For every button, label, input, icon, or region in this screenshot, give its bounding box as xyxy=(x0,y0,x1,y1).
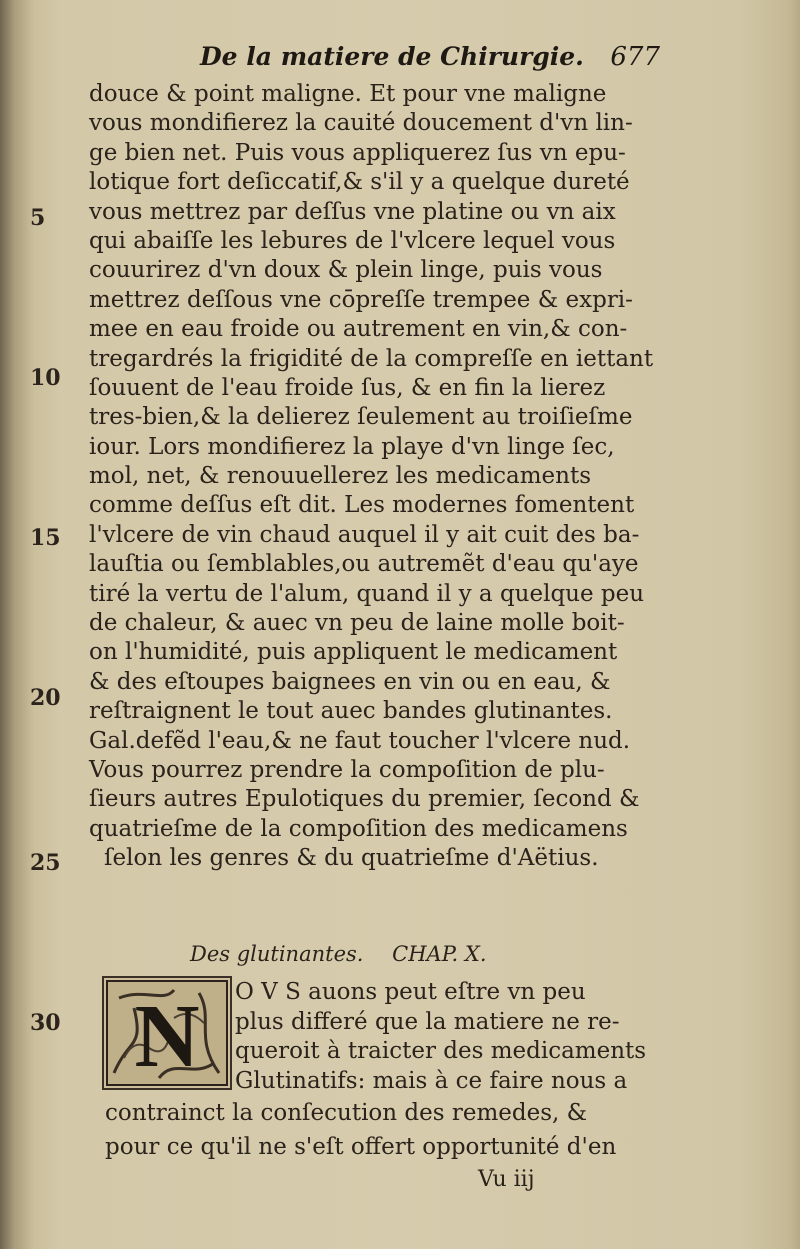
text-line: vous mondifierez la cauité doucement d'vn lin- xyxy=(89,110,633,137)
signature-mark: Vu iij xyxy=(478,1167,535,1192)
text-line: ſelon les genres & du quatrieſme d'Aëtius. xyxy=(104,845,599,872)
text-line: tregardrés la frigidité de la compreſſe en iettant xyxy=(89,345,654,372)
text-line: vous mettrez par deſſus vne platine ou vn aix xyxy=(89,198,616,225)
margin-line-number: 30 xyxy=(30,1010,61,1036)
text-line: Gal.defẽd l'eau,& ne faut toucher l'vlcere nud. xyxy=(89,727,631,754)
chapter-title: Des glutinantes. xyxy=(190,942,364,966)
text-line: mol, net, & renouuellerez les medicaments xyxy=(89,463,592,490)
chapter-label: CHAP. X. xyxy=(392,942,487,966)
text-line: pour ce qu'il ne s'eſt offert opportunité d'en xyxy=(105,1134,617,1160)
text-line: lotique fort deſiccatif,& s'il y a quelque dureté xyxy=(89,169,630,196)
text-line: ſieurs autres Epulotiques du premier, ſecond & xyxy=(89,786,640,813)
text-line: tiré la vertu de l'alum, quand il y a quelque peu xyxy=(89,580,645,607)
text-line: l'vlcere de vin chaud auquel il y ait cuit des ba- xyxy=(89,521,640,548)
running-title: De la matiere de Chirurgie. xyxy=(200,42,584,71)
text-line: Vous pourrez prendre la compoſition de plu- xyxy=(89,756,605,783)
drop-cap-letter: N xyxy=(134,987,200,1086)
text-line: queroit à traicter des medicaments xyxy=(235,1038,647,1064)
text-line: ge bien net. Puis vous appliquerez ſus vn epu- xyxy=(89,139,626,166)
text-line: O V S auons peut eſtre vn peu xyxy=(235,979,586,1005)
text-line: lauſtia ou ſemblables,ou autremẽt d'eau qu'aye xyxy=(89,551,639,578)
text-line: iour. Lors mondifierez la playe d'vn linge ſec, xyxy=(89,433,615,460)
margin-line-number: 5 xyxy=(30,205,46,231)
text-line: contrainct la conſecution des remedes, & xyxy=(105,1100,588,1126)
text-line: ſouuent de l'eau froide ſus, & en fin la lierez xyxy=(89,374,606,401)
chapter-heading xyxy=(190,942,509,966)
text-line: de chaleur, & auec vn peu de laine molle boit- xyxy=(89,610,625,637)
text-line: mee en eau froide ou autrement en vin,& con- xyxy=(89,316,628,343)
margin-line-number: 20 xyxy=(30,685,61,711)
text-line: reſtraignent le tout auec bandes glutinantes. xyxy=(89,698,613,725)
decorated-initial xyxy=(102,976,232,1090)
text-line: couurirez d'vn doux & plein linge, puis vous xyxy=(89,257,603,284)
text-line: douce & point maligne. Et pour vne maligne xyxy=(89,81,607,107)
text-line: & des eſtoupes baignees en vin ou en eau, & xyxy=(89,668,611,695)
text-line: qui abaiſſe les lebures de l'vlcere lequel vous xyxy=(89,227,616,254)
margin-line-number: 25 xyxy=(30,850,61,876)
text-line: Glutinatifs: mais à ce faire nous a xyxy=(235,1067,628,1094)
margin-line-number: 15 xyxy=(30,525,61,551)
text-line: quatrieſme de la compoſition des medicamens xyxy=(89,815,628,842)
chapter-continuation xyxy=(105,1096,660,1164)
text-line: plus differé que la matiere ne re- xyxy=(235,1008,620,1035)
ornamental-initial-graphic xyxy=(104,978,230,1088)
text-line: tres-bien,& la delierez ſeulement au troiſieſme xyxy=(89,404,633,431)
main-text xyxy=(89,80,659,874)
margin-line-number: 10 xyxy=(30,365,61,391)
chapter-opening-lines xyxy=(235,978,655,1096)
page-number: 677 xyxy=(610,42,660,72)
text-line: mettrez deſſous vne cōpreſſe trempee & expri- xyxy=(89,286,633,313)
text-line: on l'humidité, puis appliquent le medicament xyxy=(89,639,618,666)
text-line: comme deſſus eſt dit. Les modernes fomentent xyxy=(89,492,635,519)
